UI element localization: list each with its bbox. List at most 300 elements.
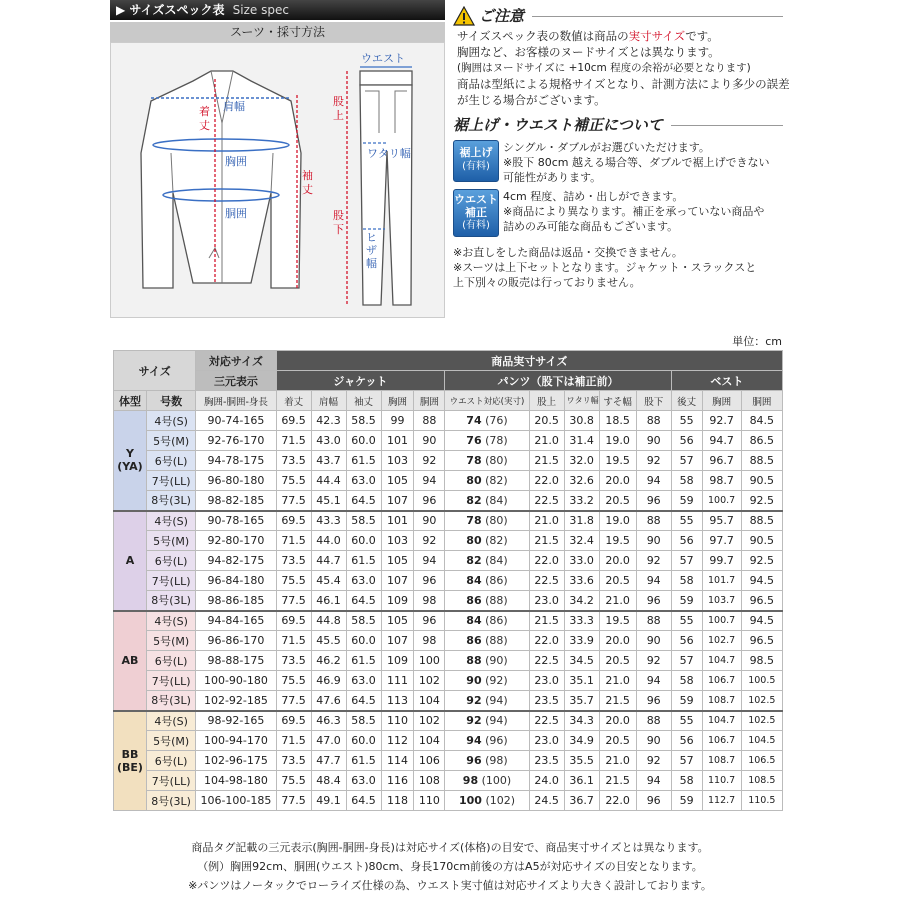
vest-atotake: 56: [671, 531, 702, 551]
pants-waist: 90 (92): [445, 671, 529, 691]
pants-waist: 84 (86): [445, 611, 529, 631]
jacket-kyoui: 107: [381, 631, 414, 651]
pants-matagami: 21.0: [529, 511, 564, 531]
pants-matashita: 92: [636, 651, 671, 671]
th-jitsusun: 商品実寸サイズ: [276, 351, 782, 371]
size-number: 7号(LL): [146, 571, 195, 591]
th-sangen: 三元表示: [196, 371, 276, 391]
th-taikei: 体型: [114, 391, 147, 411]
table-row: [114, 631, 783, 651]
pants-watari: 31.4: [564, 431, 599, 451]
label-katahaba: 肩幅: [223, 100, 245, 113]
pants-watari: 33.9: [564, 631, 599, 651]
jacket-katahaba: 49.1: [311, 791, 346, 811]
size-number: 5号(M): [146, 431, 195, 451]
th-waist: ウエスト対応(実寸): [445, 391, 529, 411]
jacket-kitake: 73.5: [276, 751, 311, 771]
pants-watari: 34.3: [564, 711, 599, 731]
pants-waist: 94 (96): [445, 731, 529, 751]
jacket-kyoui: 114: [381, 751, 414, 771]
th-vest-doui: 胴囲: [741, 391, 782, 411]
pants-waist: 88 (90): [445, 651, 529, 671]
sangen-value: 96-84-180: [196, 571, 276, 591]
jacket-sodetake: 61.5: [346, 651, 381, 671]
jacket-kyoui: 101: [381, 511, 414, 531]
pants-matagami: 24.0: [529, 771, 564, 791]
size-number: 5号(M): [146, 531, 195, 551]
pants-matagami: 21.5: [529, 531, 564, 551]
label-matagami-2: 上: [333, 109, 344, 122]
pants-matashita: 92: [636, 751, 671, 771]
jacket-sodetake: 60.0: [346, 631, 381, 651]
pants-matagami: 23.0: [529, 731, 564, 751]
jacket-kitake: 69.5: [276, 511, 311, 531]
th-pants: パンツ（股下は補正前）: [445, 371, 671, 391]
vest-atotake: 57: [671, 751, 702, 771]
size-number: 5号(M): [146, 631, 195, 651]
jacket-doui: 104: [414, 691, 445, 711]
pants-waist: 78 (80): [445, 451, 529, 471]
pants-watari: 32.6: [564, 471, 599, 491]
jacket-doui: 92: [414, 451, 445, 471]
pants-susohaba: 20.5: [599, 571, 636, 591]
jacket-katahaba: 44.8: [311, 611, 346, 631]
pants-waist: 84 (86): [445, 571, 529, 591]
jacket-kitake: 77.5: [276, 791, 311, 811]
pants-susohaba: 20.5: [599, 731, 636, 751]
jacket-kitake: 71.5: [276, 731, 311, 751]
jacket-doui: 102: [414, 711, 445, 731]
suit-measurement-illustration: [111, 43, 446, 319]
hem-adjust-row: [453, 140, 893, 185]
waist-adjust-row: [453, 189, 893, 237]
vest-doui: 96.5: [741, 631, 782, 651]
jacket-doui: 98: [414, 631, 445, 651]
vest-atotake: 57: [671, 651, 702, 671]
jacket-kitake: 73.5: [276, 451, 311, 471]
pants-matashita: 88: [636, 711, 671, 731]
size-number: 4号(S): [146, 511, 195, 531]
vest-doui: 92.5: [741, 491, 782, 511]
vest-kyoui: 96.7: [702, 451, 741, 471]
label-kitake-1: 着: [199, 105, 210, 118]
table-row: [114, 751, 783, 771]
pants-susohaba: 22.0: [599, 791, 636, 811]
size-number: 6号(L): [146, 551, 195, 571]
jacket-sodetake: 61.5: [346, 451, 381, 471]
table-row: [114, 651, 783, 671]
jacket-sodetake: 63.0: [346, 771, 381, 791]
hem-adjust-badge: 裾上げ (有料): [453, 140, 499, 182]
pants-matagami: 23.5: [529, 691, 564, 711]
jacket-kyoui: 113: [381, 691, 414, 711]
size-number: 7号(LL): [146, 471, 195, 491]
pants-watari: 33.2: [564, 491, 599, 511]
jacket-kyoui: 105: [381, 471, 414, 491]
caution-line-1: サイズスペック表の数値は商品の実寸サイズです。: [457, 29, 719, 43]
jacket-katahaba: 47.0: [311, 731, 346, 751]
sangen-value: 90-78-165: [196, 511, 276, 531]
pants-watari: 30.8: [564, 411, 599, 431]
vest-atotake: 59: [671, 591, 702, 611]
label-hizahaba-1: ヒ: [366, 231, 377, 244]
pants-watari: 34.2: [564, 591, 599, 611]
vest-doui: 90.5: [741, 471, 782, 491]
vest-doui: 98.5: [741, 651, 782, 671]
vest-kyoui: 108.7: [702, 751, 741, 771]
size-spec-title-en: Size spec: [232, 3, 289, 17]
hem-title: 裾上げ・ウエスト補正について: [453, 116, 663, 134]
pants-waist: 82 (84): [445, 551, 529, 571]
jacket-kitake: 75.5: [276, 471, 311, 491]
pants-matagami: 22.0: [529, 551, 564, 571]
pants-watari: 35.1: [564, 671, 599, 691]
jacket-katahaba: 44.0: [311, 531, 346, 551]
jacket-kyoui: 118: [381, 791, 414, 811]
jacket-katahaba: 43.7: [311, 451, 346, 471]
size-number: 4号(S): [146, 711, 195, 731]
pants-matashita: 90: [636, 731, 671, 751]
jacket-sodetake: 58.5: [346, 611, 381, 631]
sangen-value: 98-82-185: [196, 491, 276, 511]
pants-waist: 82 (84): [445, 491, 529, 511]
pants-matashita: 96: [636, 591, 671, 611]
alteration-notes: ※お直しをした商品は返品・交換できません。 ※スーツは上下セットとなります。ジャケット・スラックスと 上下別々の販売は行っておりません。: [453, 246, 757, 289]
pants-matashita: 94: [636, 771, 671, 791]
jacket-katahaba: 48.4: [311, 771, 346, 791]
pants-matagami: 21.0: [529, 431, 564, 451]
vest-doui: 86.5: [741, 431, 782, 451]
jacket-kyoui: 116: [381, 771, 414, 791]
jacket-kitake: 69.5: [276, 411, 311, 431]
vest-kyoui: 94.7: [702, 431, 741, 451]
vest-kyoui: 104.7: [702, 711, 741, 731]
th-watari: ワタリ幅: [564, 391, 599, 411]
vest-doui: 104.5: [741, 731, 782, 751]
label-matagami-1: 股: [333, 95, 344, 108]
sangen-value: 92-80-170: [196, 531, 276, 551]
table-row: [114, 471, 783, 491]
vest-kyoui: 112.7: [702, 791, 741, 811]
jacket-sodetake: 60.0: [346, 731, 381, 751]
jacket-kitake: 71.5: [276, 531, 311, 551]
pants-matagami: 23.0: [529, 591, 564, 611]
jacket-katahaba: 43.0: [311, 431, 346, 451]
jacket-kitake: 71.5: [276, 631, 311, 651]
jacket-katahaba: 46.3: [311, 711, 346, 731]
jacket-sodetake: 64.5: [346, 791, 381, 811]
vest-atotake: 58: [671, 471, 702, 491]
jacket-katahaba: 46.9: [311, 671, 346, 691]
pants-matashita: 92: [636, 551, 671, 571]
pants-susohaba: 21.0: [599, 751, 636, 771]
label-kitake-2: 丈: [199, 119, 210, 132]
pants-matagami: 21.5: [529, 451, 564, 471]
pants-matashita: 90: [636, 431, 671, 451]
size-number: 6号(L): [146, 451, 195, 471]
label-hizahaba-3: 幅: [366, 257, 377, 270]
jacket-kitake: 69.5: [276, 711, 311, 731]
vest-kyoui: 97.7: [702, 531, 741, 551]
waist-adjust-text: 4cm 程度、詰め・出しができます。 ※商品により異なります。補正を承っていない商品や 詰めのみ可能な商品もございます。: [503, 190, 765, 233]
pants-waist: 76 (78): [445, 431, 529, 451]
jacket-katahaba: 43.3: [311, 511, 346, 531]
jacket-katahaba: 44.4: [311, 471, 346, 491]
caution-heading: [453, 4, 893, 28]
footer-line-1: 商品タグ記載の三元表示(胸囲-胴囲-身長)は対応サイズ(体格)の目安で、商品実寸サイズとは異なります。: [191, 841, 709, 854]
table-row: [114, 551, 783, 571]
jacket-sodetake: 61.5: [346, 551, 381, 571]
jacket-kyoui: 109: [381, 651, 414, 671]
footer-line-3: ※パンツはノータックでローライズ仕様の為、ウエスト実寸値は対応サイズより大きく設計しております。: [188, 879, 712, 892]
jacket-kitake: 77.5: [276, 691, 311, 711]
jacket-sodetake: 61.5: [346, 751, 381, 771]
jacket-kyoui: 107: [381, 571, 414, 591]
th-sangen-sub: 胸囲-胴囲-身長: [196, 391, 276, 411]
sangen-value: 96-80-180: [196, 471, 276, 491]
unit-label: 単位：cm: [732, 335, 782, 348]
pants-waist: 96 (98): [445, 751, 529, 771]
pants-matagami: 22.5: [529, 651, 564, 671]
jacket-doui: 98: [414, 591, 445, 611]
table-row: [114, 731, 783, 751]
jacket-sodetake: 60.0: [346, 531, 381, 551]
table-row: [114, 491, 783, 511]
vest-kyoui: 103.7: [702, 591, 741, 611]
size-number: 7号(LL): [146, 671, 195, 691]
size-number: 8号(3L): [146, 691, 195, 711]
pants-matagami: 22.0: [529, 631, 564, 651]
sangen-value: 102-92-185: [196, 691, 276, 711]
jacket-kitake: 71.5: [276, 431, 311, 451]
jacket-katahaba: 47.7: [311, 751, 346, 771]
jacket-sodetake: 58.5: [346, 711, 381, 731]
caution-line-4: 商品は型紙による規格サイズとなり、計測方法により多少の誤差: [457, 77, 790, 91]
jacket-kyoui: 112: [381, 731, 414, 751]
jacket-kyoui: 105: [381, 551, 414, 571]
vest-kyoui: 98.7: [702, 471, 741, 491]
pants-watari: 32.4: [564, 531, 599, 551]
vest-atotake: 55: [671, 411, 702, 431]
pants-waist: 92 (94): [445, 711, 529, 731]
play-triangle-icon: ▶: [116, 3, 126, 17]
table-row: [114, 571, 783, 591]
vest-atotake: 55: [671, 711, 702, 731]
pants-watari: 33.3: [564, 611, 599, 631]
jacket-doui: 96: [414, 611, 445, 631]
pants-susohaba: 20.0: [599, 631, 636, 651]
measurement-diagram: [110, 42, 445, 318]
pants-matashita: 88: [636, 411, 671, 431]
jacket-katahaba: 46.1: [311, 591, 346, 611]
jacket-katahaba: 45.5: [311, 631, 346, 651]
jacket-kitake: 73.5: [276, 651, 311, 671]
jacket-katahaba: 45.1: [311, 491, 346, 511]
jacket-doui: 108: [414, 771, 445, 791]
jacket-doui: 94: [414, 471, 445, 491]
th-taio: 対応サイズ: [196, 351, 276, 371]
vest-atotake: 56: [671, 731, 702, 751]
label-doimawari: 胴囲: [225, 207, 247, 220]
vest-doui: 94.5: [741, 571, 782, 591]
label-waist: ウエスト: [361, 52, 405, 65]
jacket-doui: 94: [414, 551, 445, 571]
vest-doui: 94.5: [741, 611, 782, 631]
pants-waist: 74 (76): [445, 411, 529, 431]
jacket-kitake: 75.5: [276, 771, 311, 791]
vest-kyoui: 92.7: [702, 411, 741, 431]
vest-atotake: 57: [671, 551, 702, 571]
label-sodetake-2: 丈: [302, 183, 313, 196]
pants-susohaba: 20.5: [599, 651, 636, 671]
pants-watari: 35.5: [564, 751, 599, 771]
pants-matashita: 94: [636, 471, 671, 491]
pants-susohaba: 21.0: [599, 591, 636, 611]
caution-title: ご注意: [479, 7, 525, 25]
jacket-kyoui: 101: [381, 431, 414, 451]
jacket-kitake: 77.5: [276, 591, 311, 611]
vest-atotake: 59: [671, 691, 702, 711]
sangen-value: 98-88-175: [196, 651, 276, 671]
sangen-value: 98-86-185: [196, 591, 276, 611]
label-hizahaba-2: ザ: [366, 244, 377, 257]
vest-kyoui: 100.7: [702, 491, 741, 511]
label-matashita-2: 下: [333, 223, 344, 236]
label-matashita-1: 股: [333, 209, 344, 222]
jacket-sodetake: 60.0: [346, 431, 381, 451]
th-sodetake: 袖丈: [346, 391, 381, 411]
pants-matagami: 23.5: [529, 751, 564, 771]
pants-matashita: 94: [636, 671, 671, 691]
vest-doui: 88.5: [741, 451, 782, 471]
th-doui: 胴囲: [414, 391, 445, 411]
sangen-value: 94-78-175: [196, 451, 276, 471]
th-vest-kyoui: 胸囲: [702, 391, 741, 411]
pants-susohaba: 19.5: [599, 531, 636, 551]
size-table-body: [114, 411, 783, 811]
pants-matashita: 96: [636, 691, 671, 711]
pants-waist: 86 (88): [445, 591, 529, 611]
pants-waist: 80 (82): [445, 531, 529, 551]
footer-line-2: （例）胸囲92cm、胴囲(ウエスト)80cm、身長170cm前後の方はA5が対応サイズの目安となります。: [197, 860, 703, 873]
th-size: サイズ: [114, 351, 196, 391]
pants-waist: 86 (88): [445, 631, 529, 651]
pants-matagami: 22.5: [529, 711, 564, 731]
jacket-katahaba: 46.2: [311, 651, 346, 671]
pants-waist: 98 (100): [445, 771, 529, 791]
pants-susohaba: 20.0: [599, 471, 636, 491]
body-type-a: A: [114, 511, 147, 611]
jacket-doui: 102: [414, 671, 445, 691]
vest-doui: 110.5: [741, 791, 782, 811]
jacket-doui: 104: [414, 731, 445, 751]
table-row: [114, 411, 783, 431]
th-vest-atotake: 後丈: [671, 391, 702, 411]
vest-kyoui: 100.7: [702, 611, 741, 631]
sangen-value: 94-82-175: [196, 551, 276, 571]
pants-matashita: 88: [636, 611, 671, 631]
jacket-doui: 106: [414, 751, 445, 771]
label-muneimawari: 胸囲: [225, 155, 247, 168]
table-row: [114, 511, 783, 531]
table-row: [114, 691, 783, 711]
body-type-y: Y (YA): [114, 411, 147, 511]
pants-watari: 35.7: [564, 691, 599, 711]
pants-waist: 92 (94): [445, 691, 529, 711]
th-susohaba: すそ幅: [599, 391, 636, 411]
vest-kyoui: 101.7: [702, 571, 741, 591]
pants-susohaba: 21.5: [599, 771, 636, 791]
vest-doui: 100.5: [741, 671, 782, 691]
jacket-katahaba: 44.7: [311, 551, 346, 571]
sangen-value: 102-96-175: [196, 751, 276, 771]
jacket-sodetake: 64.5: [346, 591, 381, 611]
vest-kyoui: 106.7: [702, 671, 741, 691]
pants-matagami: 22.5: [529, 491, 564, 511]
jacket-kyoui: 105: [381, 611, 414, 631]
pants-watari: 34.9: [564, 731, 599, 751]
vest-atotake: 58: [671, 571, 702, 591]
jacket-sodetake: 63.0: [346, 471, 381, 491]
pants-watari: 34.5: [564, 651, 599, 671]
vest-kyoui: 110.7: [702, 771, 741, 791]
jacket-kyoui: 111: [381, 671, 414, 691]
vest-doui: 96.5: [741, 591, 782, 611]
vest-doui: 88.5: [741, 511, 782, 531]
pants-susohaba: 20.5: [599, 491, 636, 511]
body-type-bb: BB (BE): [114, 711, 147, 811]
sangen-value: 100-90-180: [196, 671, 276, 691]
caution-line-2: 胸囲など、お客様のヌードサイズとは異なります。: [457, 45, 720, 59]
vest-atotake: 59: [671, 491, 702, 511]
pants-matashita: 94: [636, 571, 671, 591]
jacket-kitake: 77.5: [276, 491, 311, 511]
pants-watari: 31.8: [564, 511, 599, 531]
vest-atotake: 56: [671, 631, 702, 651]
warning-icon: [453, 6, 475, 26]
pants-matashita: 96: [636, 791, 671, 811]
jacket-sodetake: 58.5: [346, 411, 381, 431]
size-number: 5号(M): [146, 731, 195, 751]
pants-susohaba: 21.0: [599, 671, 636, 691]
vest-doui: 84.5: [741, 411, 782, 431]
pants-matagami: 20.5: [529, 411, 564, 431]
th-jacket: ジャケット: [276, 371, 445, 391]
jacket-doui: 88: [414, 411, 445, 431]
vest-atotake: 56: [671, 431, 702, 451]
label-watarihaba: ワタリ幅: [367, 147, 411, 160]
pants-waist: 100 (102): [445, 791, 529, 811]
jacket-kyoui: 107: [381, 491, 414, 511]
jacket-kyoui: 103: [381, 531, 414, 551]
th-matashita: 股下: [636, 391, 671, 411]
jacket-doui: 90: [414, 511, 445, 531]
jacket-sodetake: 63.0: [346, 571, 381, 591]
th-kyoui: 胸囲: [381, 391, 414, 411]
pants-susohaba: 19.0: [599, 511, 636, 531]
sangen-value: 90-74-165: [196, 411, 276, 431]
table-row: [114, 431, 783, 451]
jacket-katahaba: 42.3: [311, 411, 346, 431]
jacket-sodetake: 64.5: [346, 691, 381, 711]
pants-matagami: 22.5: [529, 571, 564, 591]
sangen-value: 106-100-185: [196, 791, 276, 811]
pants-watari: 33.6: [564, 571, 599, 591]
label-sodetake-1: 袖: [302, 169, 313, 182]
jacket-kyoui: 109: [381, 591, 414, 611]
waist-adjust-badge: ウエスト 補正 (有料): [453, 189, 499, 237]
table-row: [114, 591, 783, 611]
